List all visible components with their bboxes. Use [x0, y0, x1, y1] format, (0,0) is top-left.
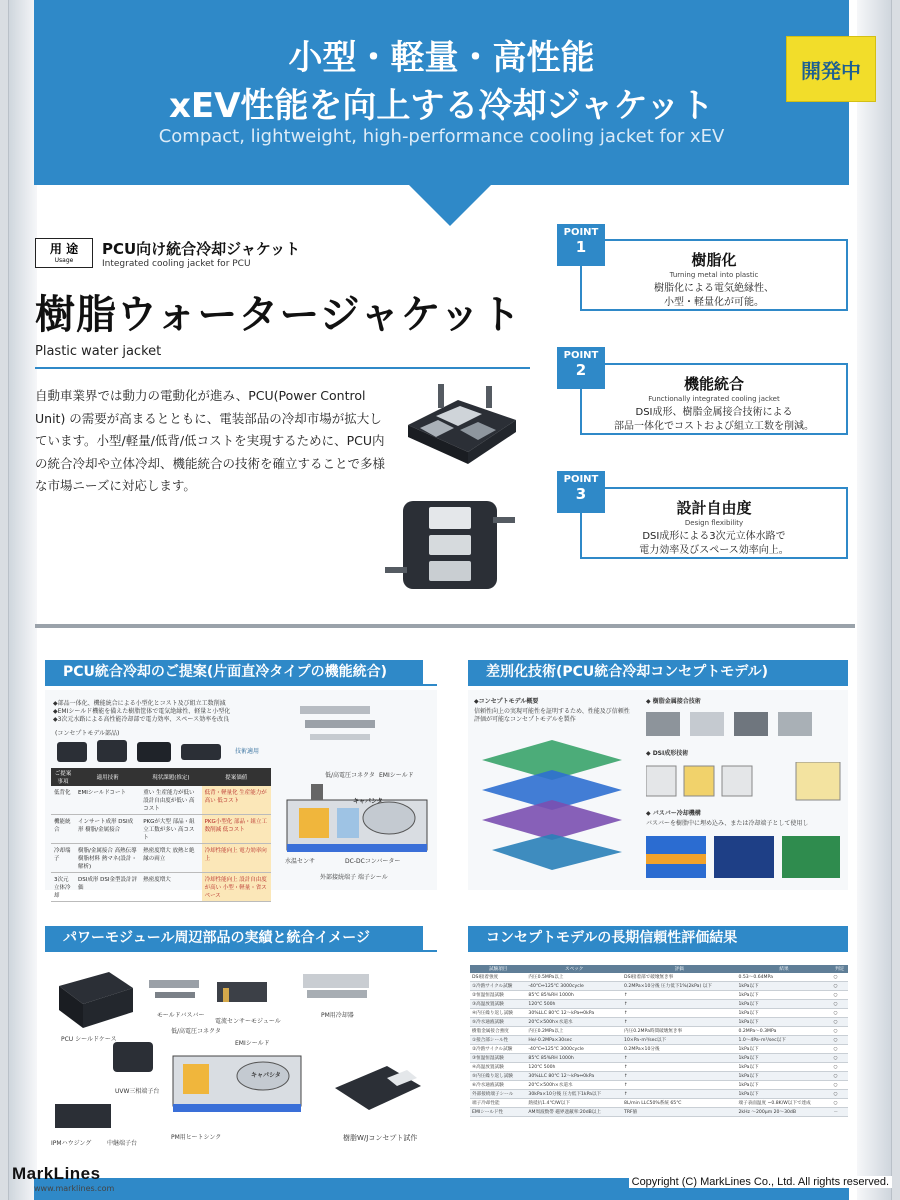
- point-2-number: 2: [575, 361, 587, 379]
- metal-join-photos: [646, 710, 842, 740]
- table-cell: ⑤内圧繰り返し試験: [470, 1072, 526, 1081]
- table-cell: ↑: [622, 991, 736, 1000]
- copyright-notice: Copyright (C) MarkLines Co., Ltd. All rights reserved.: [629, 1176, 892, 1188]
- table-cell: 20℃×500h×水道水: [526, 1081, 622, 1090]
- table-cell: 1.0～4Pa･m³/sec以下: [737, 1036, 832, 1045]
- point-2-desc-line1: DSI成形、樹脂金属接合技術による: [635, 407, 793, 418]
- table-cell: ○: [832, 973, 848, 982]
- table-row: [470, 1018, 848, 1027]
- table-row: [470, 1072, 848, 1081]
- dsi-heading: ◆ DSI成形技術: [646, 750, 689, 757]
- banner-pointer: [408, 184, 492, 226]
- table-cell: 85℃ 85%RH 1000h: [526, 991, 622, 1000]
- table-cell: 1kPa以下: [737, 1009, 832, 1018]
- table-header: ご提案事項: [51, 768, 75, 786]
- uvw-terminal-photo: [105, 1032, 165, 1082]
- table-header: 評価: [622, 965, 736, 973]
- table-cell: 30kPa×10分後 圧力低下1kPa以下: [526, 1090, 622, 1099]
- table-cell: 1kPa以下: [737, 1081, 832, 1090]
- table-cell: TRF値: [622, 1108, 736, 1117]
- table-cell: 内圧0.2MPa以上: [526, 1027, 622, 1036]
- table-cell: ↑: [622, 1081, 736, 1090]
- table-row: [470, 1099, 848, 1108]
- table-cell: 2kHz ～200μm 20～30dB: [737, 1108, 832, 1117]
- table-cell: ↑: [622, 1018, 736, 1027]
- table-cell: ②冷熱サイクル試験: [470, 1045, 526, 1054]
- table-cell: 1kPa以下: [737, 1000, 832, 1009]
- table-cell: 重い 生産能力が低い 設計自由度が低い 高コスト: [140, 786, 201, 815]
- table-cell: 1kPa以下: [737, 982, 832, 991]
- table-header: 結果: [737, 965, 832, 973]
- table-cell: ↑: [622, 1000, 736, 1009]
- table-cell: ○: [832, 991, 848, 1000]
- table-cell: ○: [832, 1036, 848, 1045]
- table-cell: 端子表面温度 ~0.8K/W以下で達成: [737, 1099, 832, 1108]
- diagram-label: 水温センサ: [285, 858, 316, 865]
- table-cell: ③高温放置試験: [470, 1000, 526, 1009]
- diagram-label-capacitor: キャパシタ: [353, 798, 383, 805]
- point-2-en: Functionally integrated cooling jacket: [648, 395, 780, 403]
- section-proposal-heading: PCU統合冷却のご提案(片面直冷タイプの機能統合): [45, 660, 423, 684]
- reliability-table-body: [470, 973, 848, 1117]
- table-header: 適用技術: [75, 768, 140, 786]
- table-cell: ○: [832, 1009, 848, 1018]
- table-cell: PKG小型化 部品・組立工数削減 低コスト: [202, 815, 271, 844]
- headline-line-2: xEV性能を向上する冷却ジャケット: [168, 86, 715, 126]
- table-row: [470, 1027, 848, 1036]
- table-cell: 30%LLC 80℃ 12～kPa⇔0kPa: [526, 1072, 622, 1081]
- section-proposal-rule: [45, 684, 437, 686]
- table-cell: 0.2MPa×10分後: [622, 1045, 736, 1054]
- point-2-card: [580, 363, 848, 435]
- busbar-desc: バスバーを樹脂中に埋め込み、または冷却端子として使用し: [646, 820, 809, 827]
- table-cell: 熱抵抗1.4℃/W以下: [526, 1099, 622, 1108]
- table-row: [470, 1054, 848, 1063]
- point-3-desc-line1: DSI成形による3次元立体水路で: [642, 531, 786, 542]
- diagram-label: EMIシールド: [379, 772, 414, 779]
- usage-label-en: Usage: [54, 257, 74, 264]
- table-cell: 熱密度増大: [140, 873, 201, 902]
- table-row: [51, 844, 271, 873]
- part-label: 樹脂W/Jコンセプト試作: [343, 1134, 418, 1142]
- table-row: [51, 815, 271, 844]
- usage-label-box: [35, 238, 93, 268]
- diagram-label: PM用ヒートシンク: [171, 1134, 222, 1141]
- table-cell: 3次元立体冷却: [51, 873, 75, 902]
- table-cell: 内圧0.5MPa以上: [526, 973, 622, 982]
- table-cell: DSI成形 DSI金型設計評価: [75, 873, 140, 902]
- table-cell: ○: [832, 1054, 848, 1063]
- diagram-label: 外部接続端子 端子シール: [320, 874, 388, 881]
- part-label: UVW三相端子台: [115, 1088, 160, 1095]
- diagram-label: DC-DCコンバーター: [345, 858, 401, 865]
- point-2-label: POINT: [563, 350, 599, 361]
- section-reliability-rule: [468, 950, 848, 952]
- table-cell: ⑥冷水通液試験: [470, 1081, 526, 1090]
- shield-case-photo: [49, 966, 139, 1036]
- table-cell: 1kPa以下: [737, 991, 832, 1000]
- dsi-process-diagram: [646, 762, 842, 802]
- table-cell: ↑: [622, 1072, 736, 1081]
- table-header: 判定: [832, 965, 848, 973]
- marklines-logo: MarkLines: [12, 1164, 101, 1183]
- table-header: スペック: [526, 965, 622, 973]
- table-cell: EMIシールドコート: [75, 786, 140, 815]
- point-3-desc-line2: 電力効率及びスペース効率向上。: [639, 545, 789, 556]
- point-3-label: POINT: [563, 474, 599, 485]
- busbar-thermal-images: [646, 832, 842, 882]
- table-cell: 0.2MPa～0.3MPa: [737, 1027, 832, 1036]
- concept-heading: ◆コンセプトモデル概要: [474, 698, 539, 705]
- table-cell: PKGが大型 部品・組立工数が多い 高コスト: [140, 815, 201, 844]
- table-row: [470, 1081, 848, 1090]
- table-cell: 端子冷却性能: [470, 1099, 526, 1108]
- table-row: [470, 1036, 848, 1045]
- table-cell: 1kPa以下: [737, 1054, 832, 1063]
- point-2-desc-line2: 部品一体化でコストおよび組立工数を削減。: [614, 421, 814, 432]
- point-1-card: [580, 239, 848, 311]
- product-title-en: Plastic water jacket: [35, 344, 162, 359]
- diagram-label-capacitor: キャパシタ: [251, 1072, 281, 1079]
- point-1-number: 1: [575, 238, 587, 256]
- headline-english: Compact, lightweight, high-performance cooling jacket for xEV: [158, 126, 725, 147]
- part-label: PCU シールドケース: [61, 1036, 117, 1043]
- metal-join-heading: ◆ 樹脂金属接合技術: [646, 698, 701, 705]
- table-header: 現状課題(推定): [140, 768, 201, 786]
- point-1-en: Turning metal into plastic: [669, 271, 759, 279]
- table-cell: ①冷熱サイクル試験: [470, 982, 526, 991]
- water-jacket-photo-top: [385, 495, 515, 595]
- table-cell: ○: [832, 1081, 848, 1090]
- section-diff-heading: 差別化技術(PCU統合冷却コンセプトモデル): [468, 660, 848, 684]
- table-cell: 熱密度増大 放熱と絶縁の両立: [140, 844, 201, 873]
- table-cell: 1kPa以下: [737, 1018, 832, 1027]
- table-cell: ③恒温恒湿試験: [470, 1054, 526, 1063]
- table-cell: 120℃ 500h: [526, 1063, 622, 1072]
- table-cell: 10×Pa･m³/sec以下: [622, 1036, 736, 1045]
- section-power-rule: [45, 950, 437, 952]
- concept-prototype-photo: [327, 1048, 427, 1128]
- proposal-bullet: ◆EMIシールド機能を備えた樹脂筐体で電気絶縁性、軽量と小型化: [53, 708, 231, 715]
- table-cell: 樹脂金属接合強度: [470, 1027, 526, 1036]
- point-3-card: [580, 487, 848, 559]
- concept-parts-photos: [57, 738, 227, 764]
- model-label: (コンセプトモデル部品): [55, 730, 120, 737]
- reliability-table: [470, 965, 848, 1117]
- table-cell: 85℃ 85%RH 1000h: [526, 1054, 622, 1063]
- diagram-label: 低/高電圧コネクタ: [325, 772, 375, 779]
- table-cell: 低背・軽量化 生産能力が高い 低コスト: [202, 786, 271, 815]
- table-cell: 1kPa以下: [737, 1063, 832, 1072]
- table-cell: 8L/min LLC50%系統 65℃: [622, 1099, 736, 1108]
- table-cell: -40℃⇔125℃ 3000cycle: [526, 1045, 622, 1054]
- table-cell: 0.53～0.64MPa: [737, 973, 832, 982]
- table-row: [470, 1009, 848, 1018]
- proposal-bullet: ◆3次元水路による高性能冷却部で電力効率、スペース効率を改良: [53, 716, 230, 723]
- table-cell: 1kPa以下: [737, 1045, 832, 1054]
- section-reliability-heading: コンセプトモデルの長期信頼性評価結果: [468, 926, 848, 950]
- usage-label: 用 途: [49, 242, 79, 256]
- section-power-heading: パワーモジュール周辺部品の実績と統合イメージ: [45, 926, 423, 950]
- table-row: [470, 1108, 848, 1117]
- table-cell: 30%LLC 80℃ 12～kPa⇔0kPa: [526, 1009, 622, 1018]
- ipm-housing-photo: [49, 1096, 119, 1136]
- table-cell: 機能統合: [51, 815, 75, 844]
- table-cell: ↑: [622, 1090, 736, 1099]
- diagram-label: EMIシールド: [235, 1040, 270, 1047]
- table-row: [470, 1090, 848, 1099]
- diff-panel: [468, 690, 848, 890]
- table-row: [470, 1063, 848, 1072]
- headline-line-1: 小型・軽量・高性能: [288, 38, 595, 78]
- proposal-bullet: ◆部品一体化、機能統合による小型化とコスト及び組立工数削減: [53, 700, 226, 707]
- table-cell: 冷却性能向上 電力効率向上: [202, 844, 271, 873]
- table-cell: 20℃×500h×水道水: [526, 1018, 622, 1027]
- power-panel: [45, 956, 437, 1156]
- table-cell: AM周波数帯 磁界遮蔽率:20dB以上: [526, 1108, 622, 1117]
- table-cell: ↑: [622, 1009, 736, 1018]
- point-1-desc-line2: 小型・軽量化が可能。: [664, 297, 764, 308]
- proposal-bullets: [53, 700, 303, 724]
- table-cell: ○: [832, 1099, 848, 1108]
- table-cell: ○: [832, 1090, 848, 1099]
- table-cell: ○: [832, 1045, 848, 1054]
- metal-parts-photo: [295, 696, 385, 746]
- table-cell: 外部接続端子シール: [470, 1090, 526, 1099]
- part-label: モールドバスバー: [157, 1012, 205, 1019]
- glass-glare-right: [857, 0, 891, 1200]
- glass-glare-left: [9, 0, 37, 1200]
- table-cell: 1kPa以下: [737, 1090, 832, 1099]
- status-badge: 開発中: [786, 36, 876, 102]
- table-cell: ④内圧繰り返し試験: [470, 1009, 526, 1018]
- concept-desc: 信頼性向上の実現可能性を証明するため、性能及び信頼性評価が可能なコンセプトモデルを製作: [474, 708, 630, 723]
- table-cell: ○: [832, 1018, 848, 1027]
- proposal-panel: [45, 690, 437, 899]
- table-cell: -40℃⇔125℃ 3000cycle: [526, 982, 622, 991]
- part-label: PM用冷却器: [321, 1012, 354, 1019]
- table-cell: ↑: [622, 1063, 736, 1072]
- table-cell: ○: [832, 1072, 848, 1081]
- table-cell: ⑤冷水通液試験: [470, 1018, 526, 1027]
- table-row: [470, 991, 848, 1000]
- table-cell: 120℃ 500h: [526, 1000, 622, 1009]
- table-row: [470, 1045, 848, 1054]
- table-cell: ↑: [622, 1054, 736, 1063]
- point-3-en: Design flexibility: [684, 519, 744, 527]
- point-1-title: 樹脂化: [691, 251, 737, 269]
- part-label: 電流センサーモジュール: [215, 1018, 281, 1025]
- table-cell: DSI接着強度: [470, 973, 526, 982]
- current-sensor-photo: [213, 974, 273, 1014]
- water-jacket-photo-angled: [398, 380, 523, 470]
- table-cell: ④高温放置試験: [470, 1063, 526, 1072]
- table-cell: ○: [832, 1027, 848, 1036]
- section-diff-rule: [468, 684, 848, 686]
- point-2-tag: [557, 347, 605, 389]
- table-cell: ①接合部シール性: [470, 1036, 526, 1045]
- apply-label: 技術適用: [235, 748, 260, 755]
- table-cell: －: [832, 1108, 848, 1117]
- busbar-heading: ◆ バスバー冷却機構: [646, 810, 701, 817]
- mold-busbar-photo: [145, 970, 205, 1010]
- table-row: [470, 973, 848, 982]
- product-description: 自動車業界では動力の電動化が進み、PCU(Power Control Unit) の需要が高まるとともに、電装部品の冷却市場が拡大しています。小型/軽量/低背/低コストを実現するために、PCU内の統合冷却や立体冷却、機能統合の技術を確立することで多様な市場ニーズに対応します。: [35, 388, 386, 493]
- table-cell: 1kPa以下: [737, 1072, 832, 1081]
- table-cell: DSI接着部で破壊無き事: [622, 973, 736, 982]
- table-cell: 0.2MPa×10分後 圧力低下1%(2kPa) 以下: [622, 982, 736, 991]
- proposal-table: [51, 768, 271, 902]
- concept-model-exploded-view: [472, 730, 642, 880]
- table-cell: ②恒温恒湿試験: [470, 991, 526, 1000]
- pm-cooler-photo: [297, 966, 377, 1006]
- table-row: [470, 982, 848, 991]
- table-cell: 低背化: [51, 786, 75, 815]
- point-2-title: 機能統合: [683, 375, 744, 393]
- table-row: [470, 1000, 848, 1009]
- point-3-tag: [557, 471, 605, 513]
- table-header: 提案価値: [202, 768, 271, 786]
- table-cell: ○: [832, 1000, 848, 1009]
- table-cell: 冷却端子: [51, 844, 75, 873]
- usage-subtitle: Integrated cooling jacket for PCU: [102, 259, 251, 269]
- table-cell: ○: [832, 982, 848, 991]
- table-cell: 冷却性能向上 設計自由度が高い 小型・軽量・省スペース: [202, 873, 271, 902]
- table-cell: 樹脂/金属接合 高熱伝導樹脂材料 熱マネ(設計・解析): [75, 844, 140, 873]
- table-cell: He/-0.2MPa×30sec: [526, 1036, 622, 1045]
- diagram-label: 低/高電圧コネクタ: [171, 1028, 221, 1035]
- product-title: 樹脂ウォータージャケット: [35, 292, 522, 338]
- title-underline: [35, 367, 530, 369]
- logo-url: www.marklines.com: [34, 1184, 115, 1193]
- table-cell: ○: [832, 1063, 848, 1072]
- table-cell: 内圧0.2MPa時間破壊無き事: [622, 1027, 736, 1036]
- table-cell: インサート成形 DSI成形 樹脂/金属接合: [75, 815, 140, 844]
- point-3-number: 3: [575, 485, 587, 503]
- point-1-tag: [557, 224, 605, 266]
- usage-title: PCU向け統合冷却ジャケット: [102, 240, 301, 258]
- table-row: [51, 873, 271, 902]
- section-divider: [35, 624, 855, 628]
- part-label: 中継端子台: [107, 1140, 138, 1147]
- part-label: IPMハウジング: [51, 1140, 92, 1147]
- point-1-desc-line1: 樹脂化による電気絶縁性、: [654, 283, 774, 294]
- table-cell: EMIシールド性: [470, 1108, 526, 1117]
- point-1-label: POINT: [563, 227, 599, 238]
- table-row: [51, 786, 271, 815]
- point-3-title: 設計自由度: [676, 499, 752, 517]
- table-header: 試験項目: [470, 965, 526, 973]
